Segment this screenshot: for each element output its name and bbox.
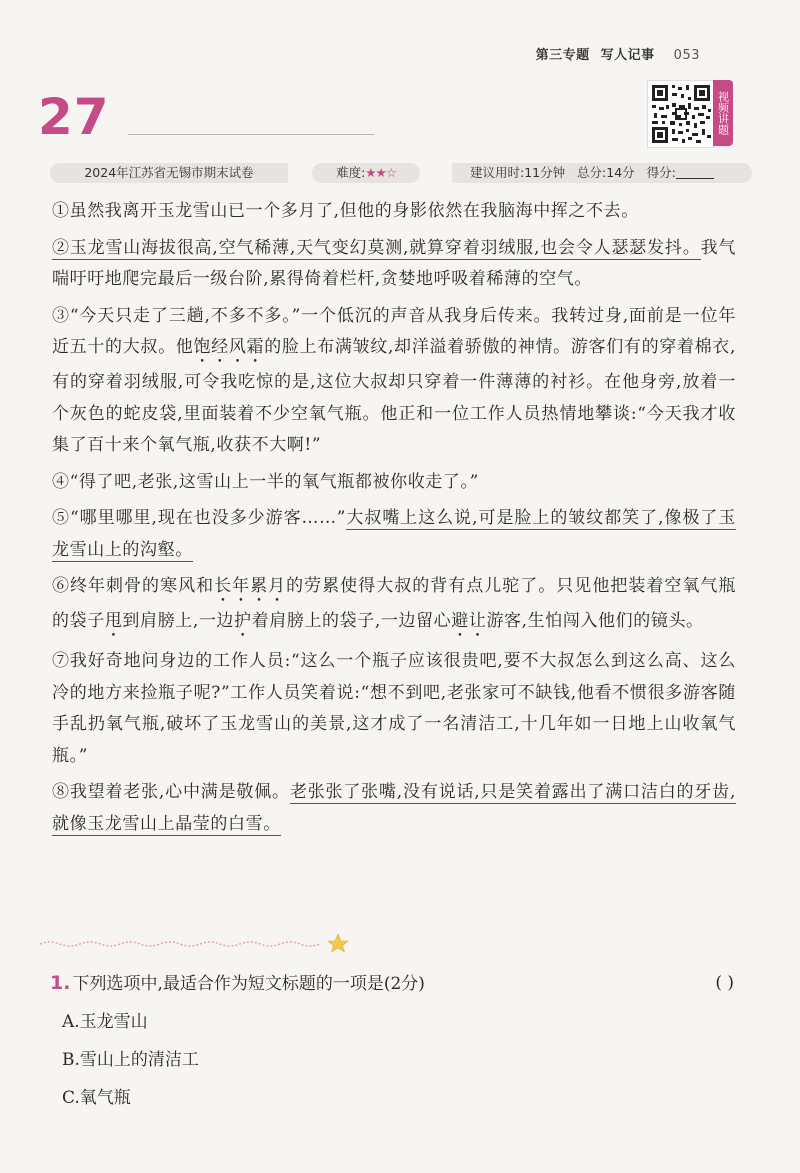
qr-code[interactable] (647, 80, 715, 148)
paragraph-6-text: 的劳累使得大叔的背有点儿驼了。只见他把装着空氧气瓶的袋子 (52, 576, 736, 631)
score-blank[interactable] (676, 166, 714, 179)
paragraph-7 (52, 646, 736, 772)
paragraph-4 (52, 467, 736, 499)
running-header (530, 44, 700, 63)
paragraph-6-text: 游客,生怕闯入他们的镜头。 (486, 611, 704, 631)
header-section: 第三专题 (535, 48, 590, 63)
paragraph-1 (52, 196, 736, 228)
exam-meta (452, 163, 752, 183)
option-c[interactable]: C.氧气瓶 (62, 1088, 131, 1108)
option-a[interactable]: A.玉龙雪山 (62, 1012, 148, 1032)
difficulty-stars-icon: ★★☆ (365, 165, 396, 180)
paragraph-6-text: 到肩膀上,一边 (122, 611, 235, 631)
info-bar (50, 160, 734, 186)
video-explain-tab[interactable]: 视频讲题 (713, 80, 733, 146)
answer-blank[interactable]: ( ) (715, 973, 734, 993)
paragraph-5-text: ⑤“哪里哪里,现在也没多少游客……” (52, 508, 347, 528)
exam-source: 2024年江苏省无锡市期末试卷 (50, 163, 288, 183)
score-label: 得分: (646, 165, 676, 180)
title-rule (128, 134, 374, 135)
difficulty (312, 163, 420, 183)
reading-passage (52, 196, 736, 845)
paragraph-4-text: ④“得了吧,老张,这雪山上一半的氧气瓶都被你收走了。” (52, 471, 479, 492)
total-score: 总分:14分 (577, 165, 635, 180)
section-divider (38, 930, 358, 954)
paragraph-7-text: ⑦我好奇地问身边的工作人员:“这么一个瓶子应该很贵吧,要不大叔怎么到这么高、这么冷的地方来捡瓶子呢?”工作人员笑着说:“想不到吧,老张家可不缺钱,他看不惯很多游客随手乱扔氧气瓶,破坏了玉龙雪山的美景,这才成了一名清洁工,十几年如一日地上山收氧气瓶。” (52, 651, 736, 766)
underlined-sentence: ②玉龙雪山海拔很高,空气稀薄,天气变幻莫测,就算穿着羽绒服,也会令人瑟瑟发抖。 (52, 237, 701, 258)
suggested-time: 建议用时:11分钟 (470, 165, 566, 180)
emphasized-word: 长年累月 (214, 576, 287, 596)
paragraph-2-text: 我气喘吁吁地爬完最后一级台阶,累得倚着栏杆,贪婪地呼吸着稀薄的空气。 (52, 237, 736, 289)
paragraph-3-text: 的脸上布满皱纹,却洋溢着骄傲的神情。游客们有的穿着棉衣,有的穿着羽绒服,可令我吃惊的是,这位大叔却只穿着一件薄薄的衬衫。在他身旁,放着一个灰色的蛇皮袋,里面装着不少空氧气瓶。他正和一位工作人员热情地攀谈:“今天我才收集了百十来个氧气瓶,收获不大啊!” (52, 337, 736, 455)
paragraph-2 (52, 233, 736, 296)
paragraph-1-text: ①虽然我离开玉龙雪山已一个多月了,但他的身影依然在我脑海中挥之不去。 (52, 201, 639, 221)
question-1 (50, 968, 734, 1113)
paragraph-3 (52, 301, 736, 462)
emphasized-word: 避让 (451, 611, 487, 631)
emphasized-word: 饱经风霜 (193, 337, 265, 357)
emphasized-word: 甩 (104, 611, 123, 631)
lesson-number: 27 (38, 88, 110, 146)
paragraph-5 (52, 503, 736, 566)
question-1-stem (50, 968, 734, 999)
header-topic: 写人记事 (600, 48, 655, 63)
difficulty-label: 难度: (336, 165, 366, 180)
option-b[interactable]: B.雪山上的清洁工 (62, 1050, 199, 1070)
paragraph-3-text: ③“今天只走了三趟,不多不多。”一个低沉的声音从我身后传来。我转过身,面前是一位年近五十的大叔。他 (52, 305, 736, 357)
qr-code-icon (648, 81, 714, 147)
paragraph-6-text: ⑥终年刺骨的寒风和 (52, 576, 215, 596)
question-number: 1. (50, 972, 71, 994)
underlined-sentence: 大叔嘴上这么说,可是脸上的皱纹都笑了,像极了玉龙雪山上的沟壑。 (52, 508, 736, 560)
star-icon (328, 934, 348, 952)
emphasized-word: 护 (234, 611, 252, 631)
question-1-text: 下列选项中,最适合作为短文标题的一项是(2分) (72, 974, 425, 994)
paragraph-6-text: 着肩膀上的袋子,一边留心 (251, 611, 452, 631)
paragraph-6 (52, 571, 736, 641)
page-number: 053 (673, 48, 700, 63)
paragraph-8-text: ⑧我望着老张,心中满是敬佩。 (52, 782, 290, 802)
paragraph-8 (52, 777, 736, 840)
underlined-sentence: 老张张了张嘴,没有说话,只是笑着露出了满口洁白的牙齿,就像玉龙雪山上晶莹的白雪。 (52, 782, 736, 834)
